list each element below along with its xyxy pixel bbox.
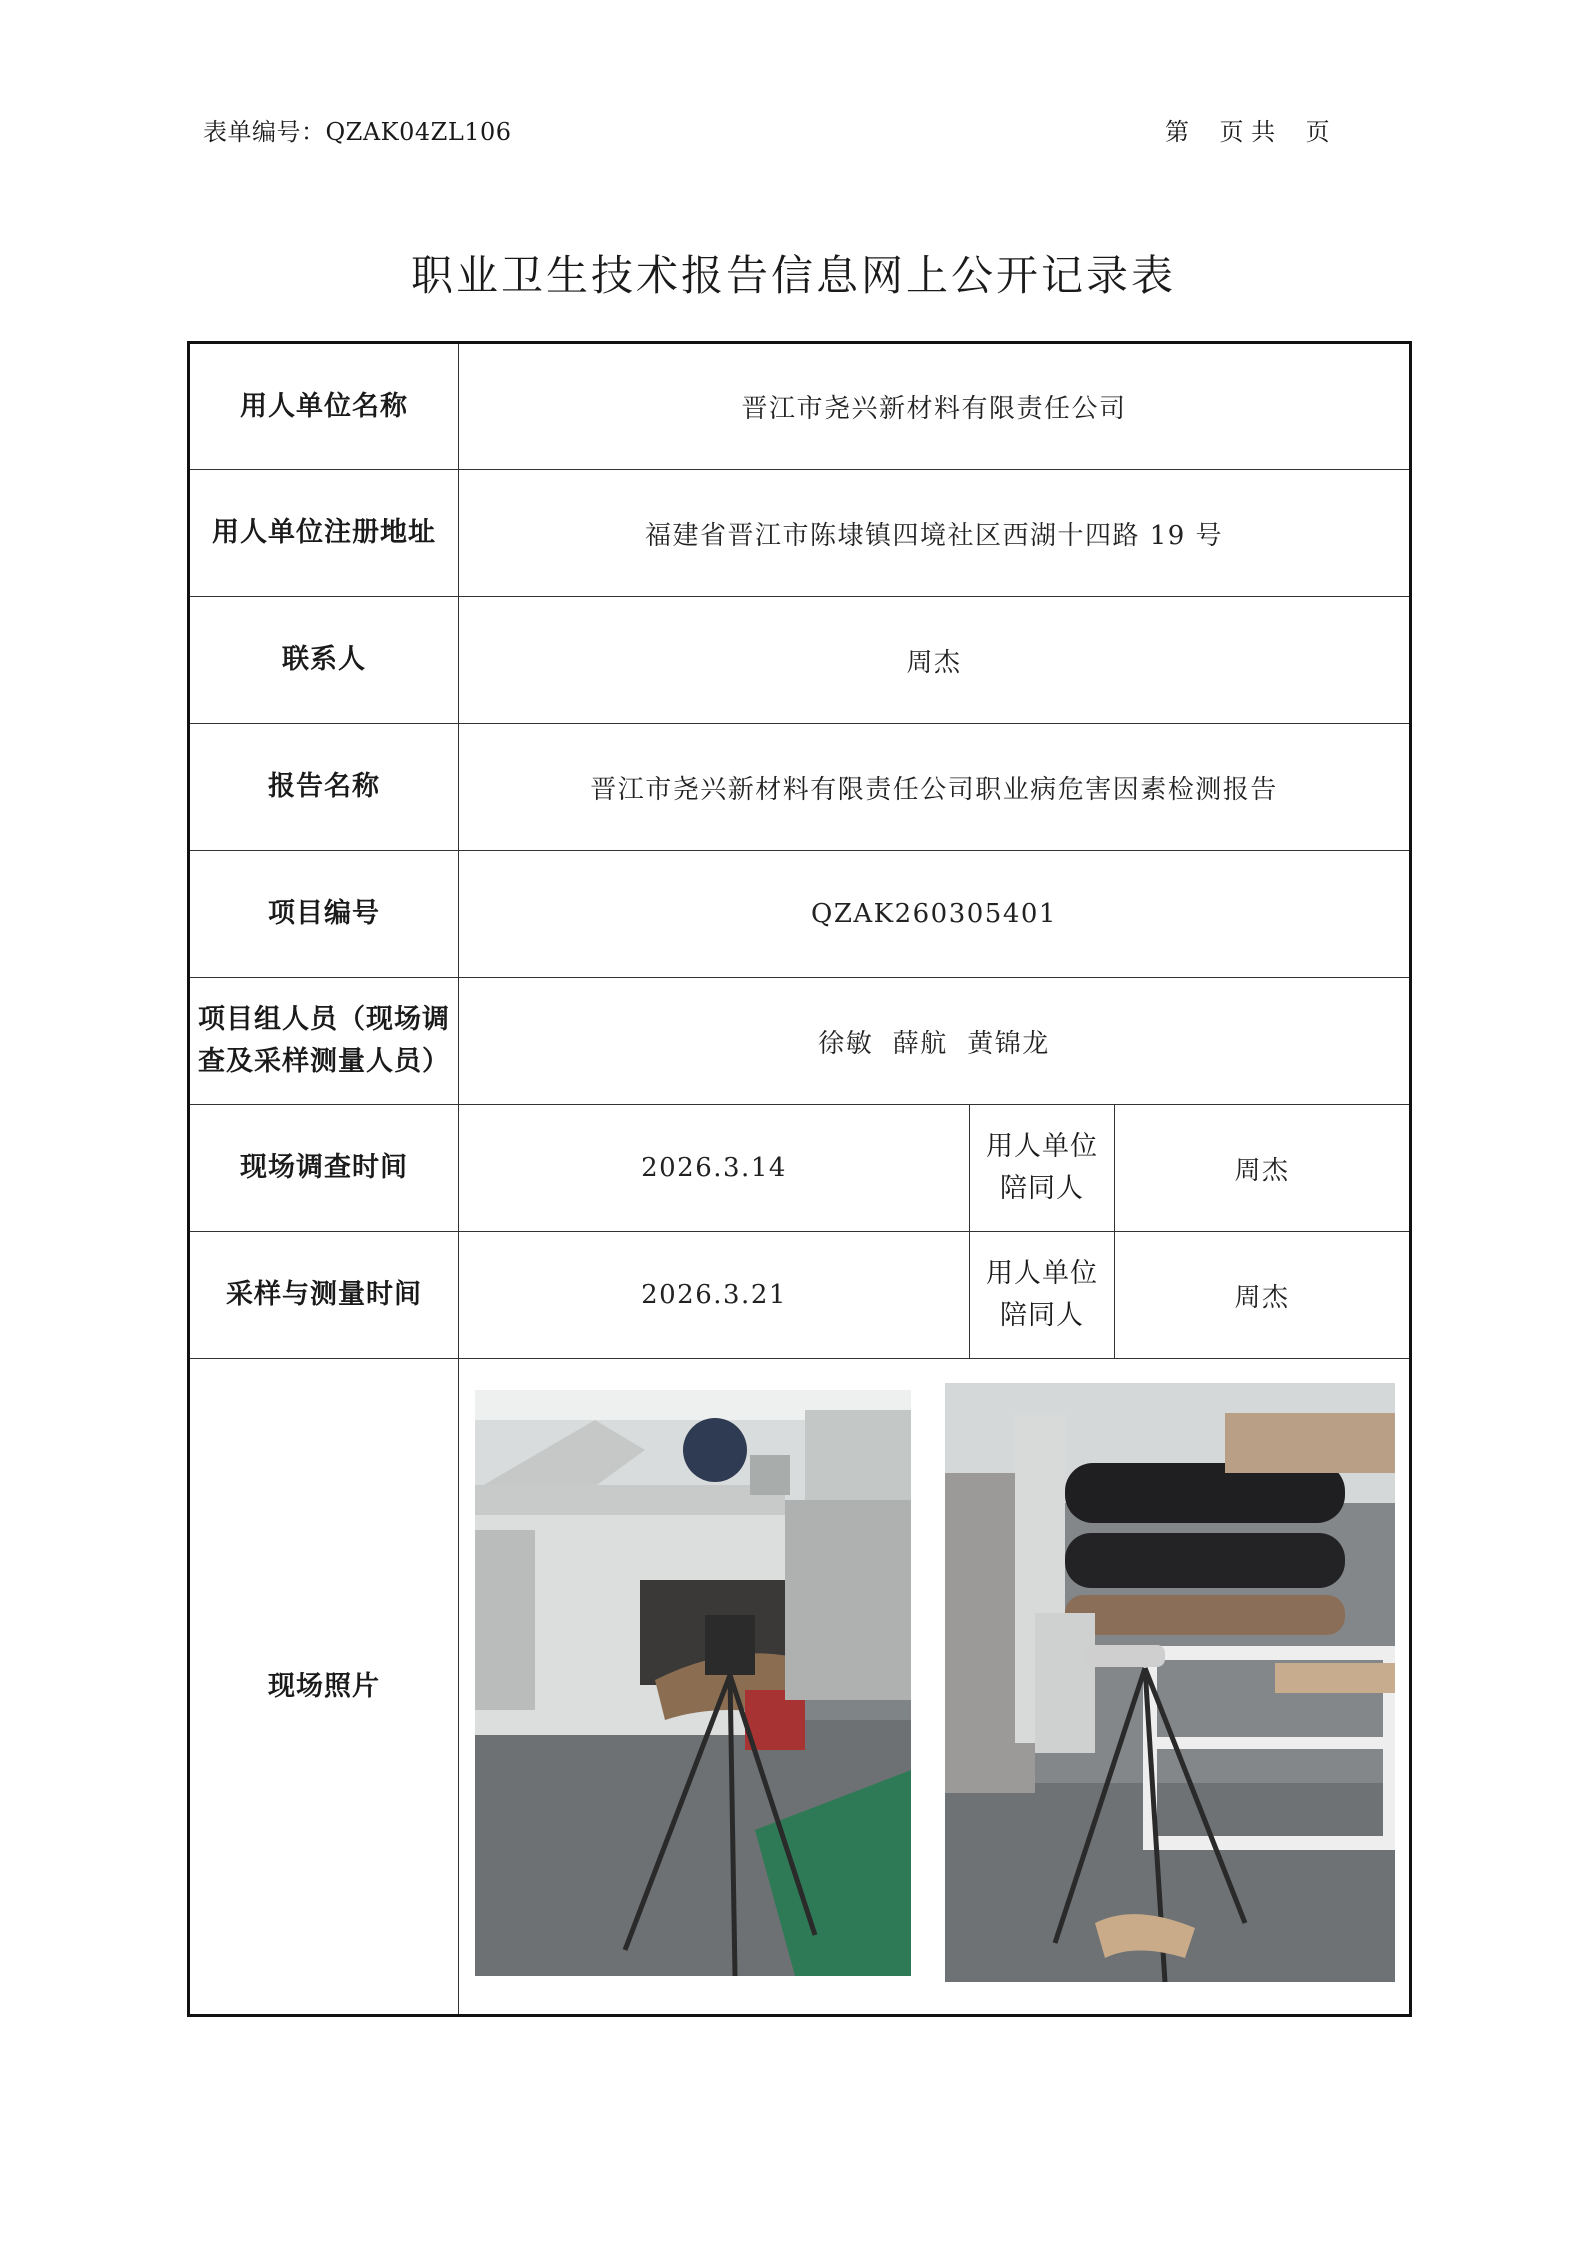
site-photo-1 xyxy=(475,1390,911,1976)
address-value: 福建省晋江市陈埭镇四境社区西湖十四路 19 号 xyxy=(459,470,1411,597)
page-info: 第 页 共 页 xyxy=(1165,118,1330,146)
sampling-accomp-label xyxy=(970,1232,1115,1359)
form-number: 表单编号：QZAK04ZL106 xyxy=(203,118,512,146)
team-label xyxy=(189,978,459,1105)
contact-value: 周杰 xyxy=(459,597,1411,724)
address-label: 用人单位注册地址 xyxy=(189,470,459,597)
photos-container xyxy=(459,1359,1409,2014)
sampling-accomp-value: 周杰 xyxy=(1115,1232,1411,1359)
team-label-line1: 项目组人员（现场调 xyxy=(198,1004,450,1035)
survey-accomp-line2: 陪同人 xyxy=(1000,1173,1084,1204)
contact-label: 联系人 xyxy=(189,597,459,724)
site-photo-2-image xyxy=(945,1383,1395,1982)
survey-accomp-value: 周杰 xyxy=(1115,1105,1411,1232)
row-contact xyxy=(189,597,1411,724)
employer-name-label: 用人单位名称 xyxy=(189,343,459,470)
sampling-accomp-line1: 用人单位 xyxy=(986,1258,1098,1289)
report-name-value: 晋江市尧兴新材料有限责任公司职业病危害因素检测报告 xyxy=(459,724,1411,851)
row-address xyxy=(189,470,1411,597)
row-report-name xyxy=(189,724,1411,851)
sampling-value: 2026.3.21 xyxy=(459,1232,970,1359)
document-title: 职业卫生技术报告信息网上公开记录表 xyxy=(410,251,1176,300)
row-employer-name xyxy=(189,343,1411,470)
photos-cell xyxy=(459,1359,1411,2016)
survey-accomp-line1: 用人单位 xyxy=(986,1131,1098,1162)
row-sampling xyxy=(189,1232,1411,1359)
site-photo-2 xyxy=(945,1383,1395,1982)
team-value: 徐敏 薛航 黄锦龙 xyxy=(459,978,1411,1105)
project-no-value: QZAK260305401 xyxy=(459,851,1411,978)
record-table xyxy=(187,341,1412,2017)
team-label-line2: 查及采样测量人员） xyxy=(198,1046,450,1077)
project-no-label: 项目编号 xyxy=(189,851,459,978)
row-team xyxy=(189,978,1411,1105)
survey-label: 现场调查时间 xyxy=(189,1105,459,1232)
survey-accomp-label xyxy=(970,1105,1115,1232)
report-name-label: 报告名称 xyxy=(189,724,459,851)
employer-name-value: 晋江市尧兴新材料有限责任公司 xyxy=(459,343,1411,470)
row-survey xyxy=(189,1105,1411,1232)
survey-value: 2026.3.14 xyxy=(459,1105,970,1232)
site-photo-1-image xyxy=(475,1390,911,1976)
sampling-label: 采样与测量时间 xyxy=(189,1232,459,1359)
photos-label: 现场照片 xyxy=(189,1359,459,2016)
row-photos xyxy=(189,1359,1411,2016)
row-project-no xyxy=(189,851,1411,978)
sampling-accomp-line2: 陪同人 xyxy=(1000,1300,1084,1331)
